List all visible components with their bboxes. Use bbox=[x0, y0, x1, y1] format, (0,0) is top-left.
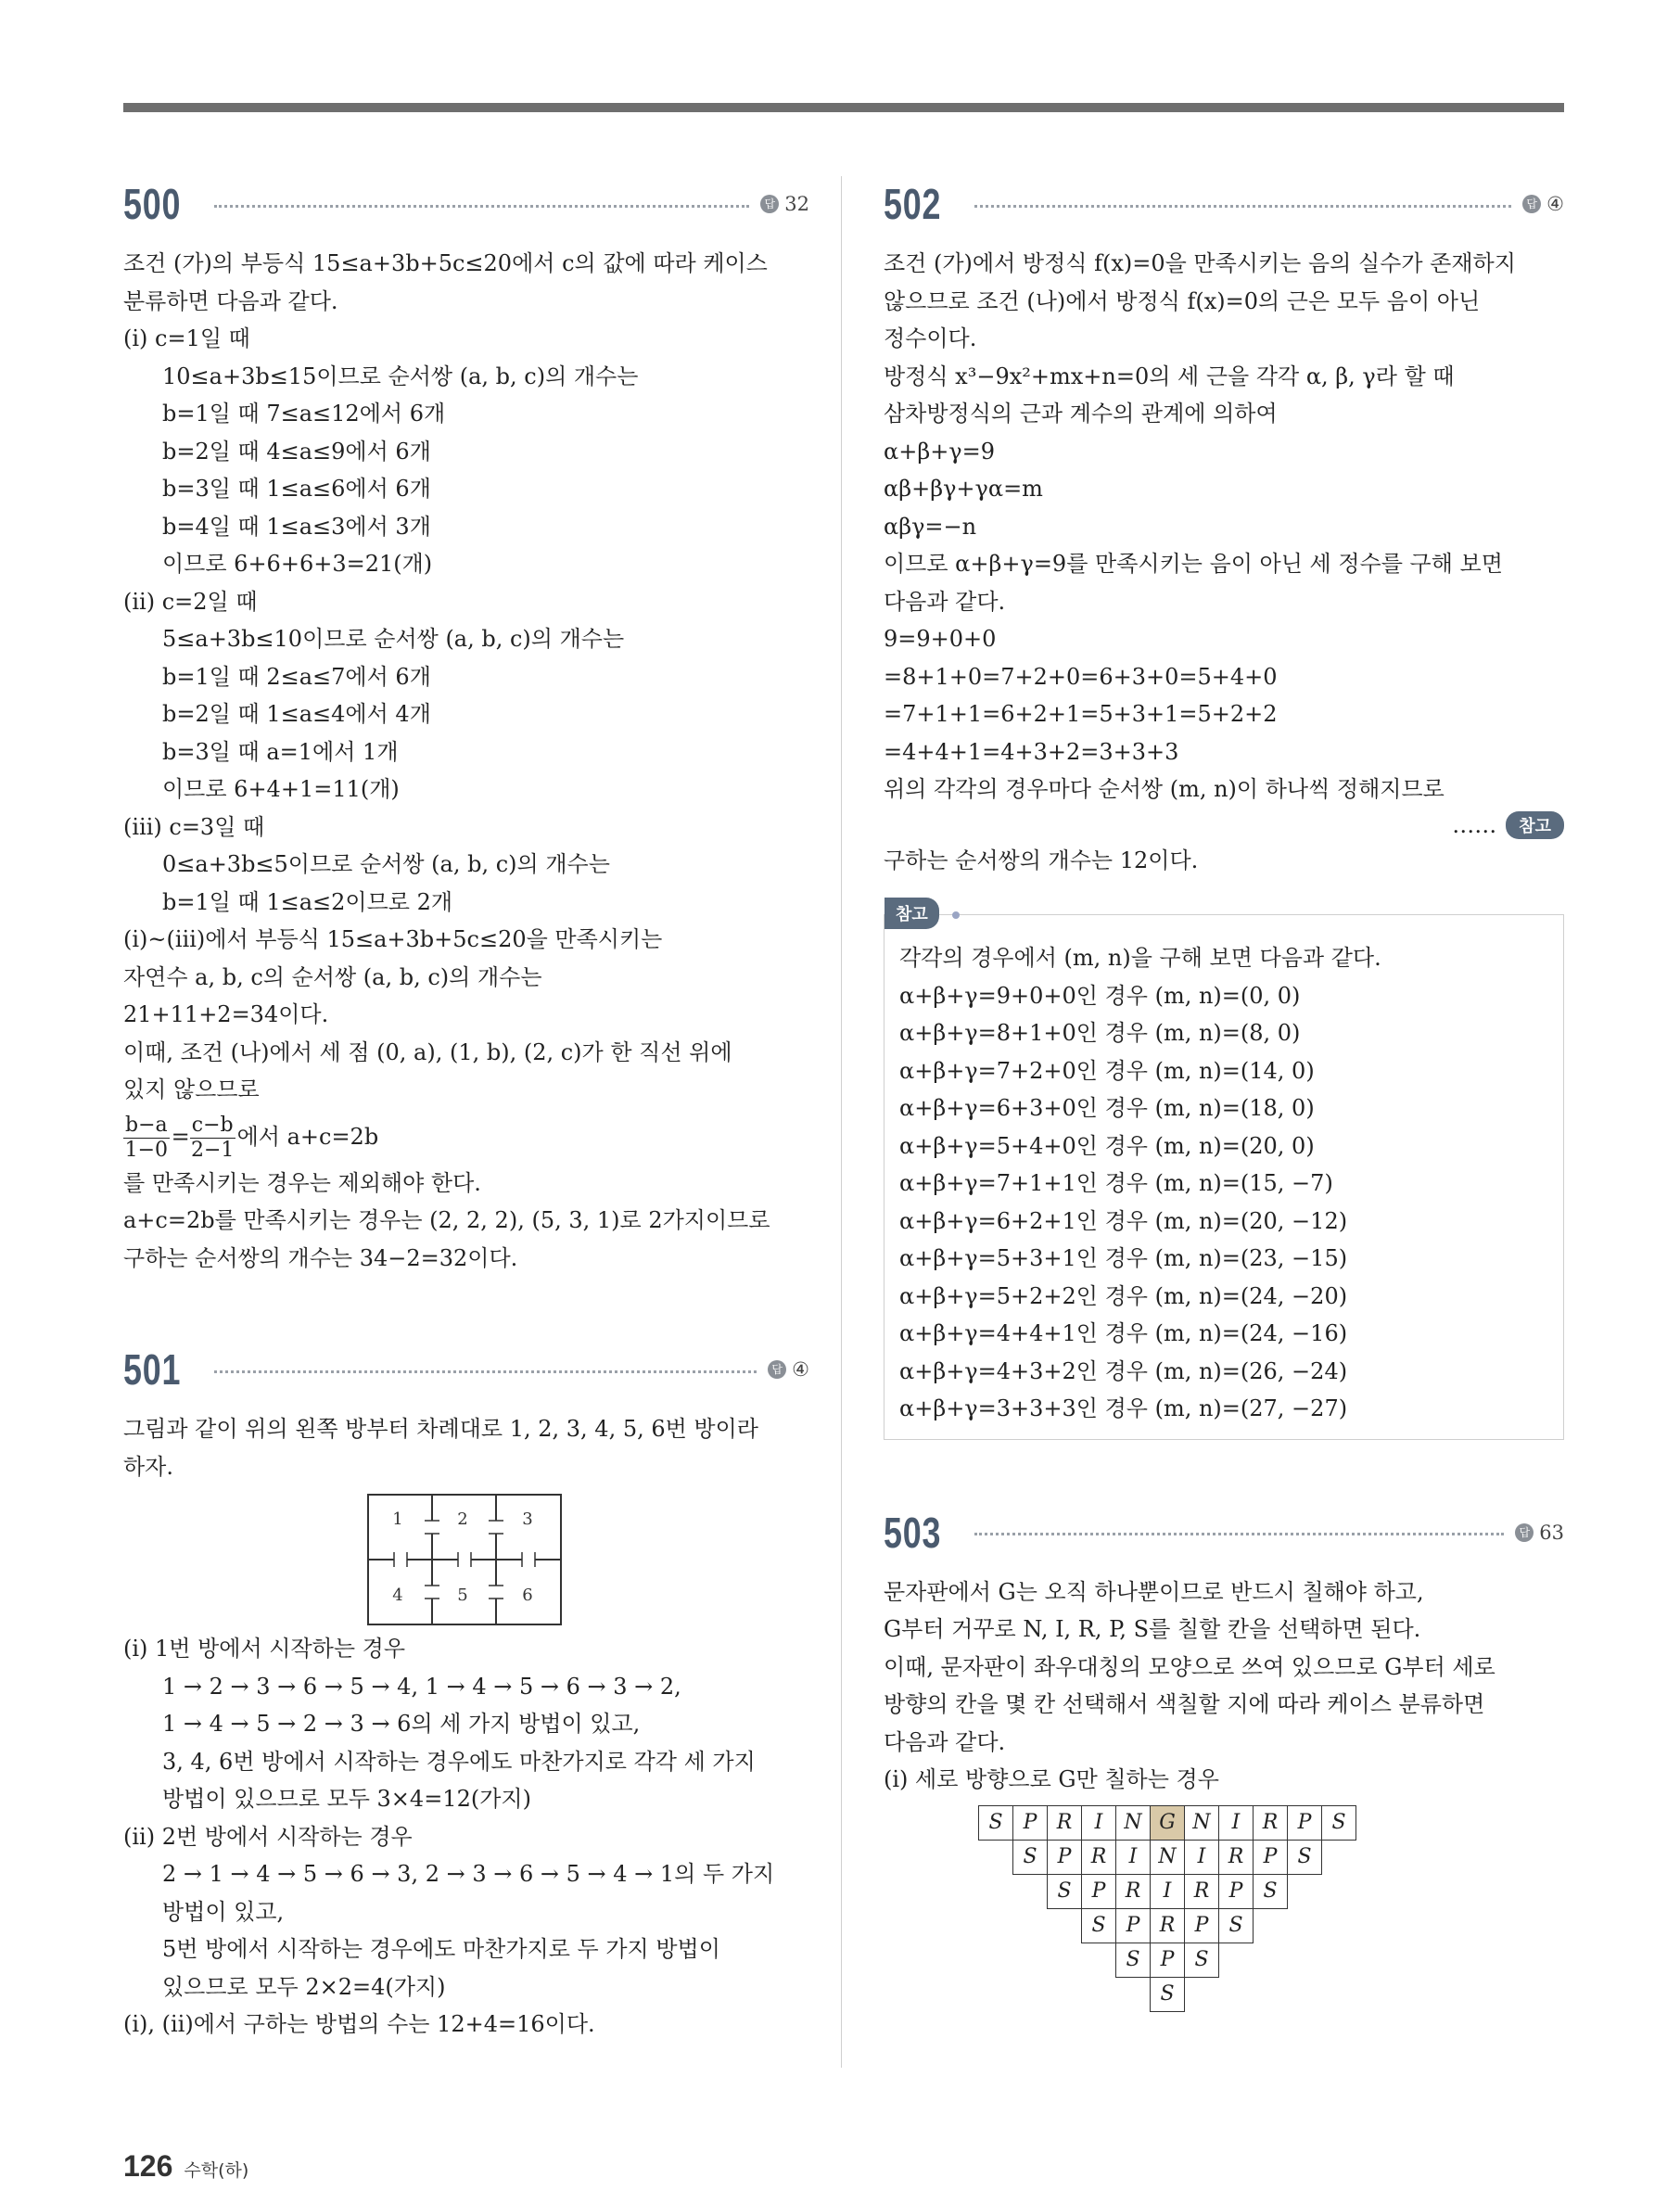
text-line: (ⅰ)~(ⅲ)에서 부등식 15≤a+3b+5c≤20을 만족시키는 bbox=[123, 926, 663, 952]
text-line: 1 → 2 → 3 → 6 → 5 → 4, 1 → 4 → 5 → 6 → 3 → 2, bbox=[162, 1673, 681, 1700]
grid-cell: R bbox=[1081, 1840, 1116, 1875]
grid-cell: N bbox=[1150, 1840, 1185, 1875]
grid-cell: I bbox=[1184, 1840, 1219, 1875]
room-label-3: 3 bbox=[522, 1509, 533, 1529]
text-line: α+β+γ=9 bbox=[884, 438, 996, 465]
text-line: 9=9+0+0 bbox=[884, 626, 997, 652]
letter-grid bbox=[884, 1806, 1564, 2019]
problem-number: 501 bbox=[123, 1345, 182, 1394]
text-line: 문자판에서 G는 오직 하나뿐이므로 반드시 칠해야 하고, bbox=[884, 1578, 1424, 1605]
text-line: 있지 않으므로 bbox=[123, 1076, 260, 1102]
grid-row bbox=[1048, 1875, 1288, 1910]
text-line: 5번 방에서 시작하는 경우에도 마찬가지로 두 가지 방법이 bbox=[162, 1936, 720, 1962]
grid-cell: S bbox=[1184, 1943, 1219, 1978]
text-line: 이므로 6+6+6+3=21(개) bbox=[162, 551, 433, 577]
grid-cell: P bbox=[1150, 1943, 1185, 1978]
fraction-tail: 에서 a+c=2b bbox=[236, 1123, 379, 1150]
numerator: c−b bbox=[191, 1113, 234, 1137]
text-line: 3, 4, 6번 방에서 시작하는 경우에도 마찬가지로 각각 세 가지 bbox=[162, 1748, 756, 1775]
page-number: 126 bbox=[123, 2149, 173, 2183]
text-line: b=2일 때 4≤a≤9에서 6개 bbox=[162, 438, 431, 465]
grid-cell: P bbox=[1081, 1874, 1116, 1909]
text-line: 방법이 있으므로 모두 3×4=12(가지) bbox=[162, 1786, 531, 1812]
text-line: α+β+γ=8+1+0인 경우 (m, n)=(8, 0) bbox=[899, 1020, 1301, 1046]
denominator: 1−0 bbox=[124, 1138, 169, 1162]
text-line: 를 만족시키는 경우는 제외해야 한다. bbox=[123, 1169, 481, 1196]
answer-icon: 답 bbox=[1515, 1523, 1534, 1542]
text-line: αβ+βγ+γα=m bbox=[884, 476, 1043, 502]
reference-box-label: 참고 bbox=[885, 898, 939, 929]
dotted-leader bbox=[974, 205, 1511, 208]
grid-cell: N bbox=[1184, 1805, 1219, 1841]
reference-marker bbox=[884, 809, 1564, 842]
grid-row bbox=[979, 1806, 1356, 1841]
grid-cell: I bbox=[1150, 1874, 1185, 1909]
room-label-2: 2 bbox=[457, 1509, 468, 1529]
solution-text bbox=[884, 1573, 1564, 1799]
text-line: 위의 각각의 경우마다 순서쌍 (m, n)이 하나씩 정해지므로 bbox=[884, 776, 1445, 802]
text-line: αβγ=−n bbox=[884, 513, 977, 540]
problem-header bbox=[884, 1505, 1564, 1560]
grid-cell: S bbox=[1218, 1908, 1254, 1943]
problem-number: 502 bbox=[884, 180, 942, 228]
problem-header bbox=[123, 176, 809, 232]
text-line: 구하는 순서쌍의 개수는 34−2=32이다. bbox=[123, 1244, 518, 1271]
answer bbox=[1515, 1522, 1564, 1544]
text-line: 5≤a+3b≤10이므로 순서쌍 (a, b, c)의 개수는 bbox=[162, 626, 625, 652]
grid-cell: S bbox=[978, 1805, 1013, 1841]
rooms-figure bbox=[123, 1485, 809, 1630]
fraction bbox=[190, 1114, 235, 1163]
text-line: (ⅱ) c=2일 때 bbox=[123, 588, 258, 615]
grid-cell: S bbox=[1047, 1874, 1082, 1909]
answer bbox=[1522, 193, 1564, 215]
text-line: b=2일 때 1≤a≤4에서 4개 bbox=[162, 701, 431, 727]
column-divider bbox=[841, 176, 842, 2068]
left-column bbox=[123, 176, 809, 2044]
solution-text bbox=[884, 245, 1564, 809]
grid-cell: P bbox=[1218, 1874, 1254, 1909]
text-line: b=1일 때 7≤a≤12에서 6개 bbox=[162, 401, 446, 427]
problem-503 bbox=[884, 1505, 1564, 2019]
text-line: (ⅰ), (ⅱ)에서 구하는 방법의 수는 12+4=16이다. bbox=[123, 2011, 595, 2037]
solution-text bbox=[123, 245, 809, 1109]
text-line: α+β+γ=6+2+1인 경우 (m, n)=(20, −12) bbox=[899, 1207, 1348, 1234]
text-line: 분류하면 다음과 같다. bbox=[123, 287, 338, 314]
right-column bbox=[884, 176, 1564, 2019]
problem-header bbox=[123, 1342, 809, 1397]
grid-cell: R bbox=[1115, 1874, 1151, 1909]
conclusion: 구하는 순서쌍의 개수는 12이다. bbox=[884, 847, 1199, 873]
text-line: 이때, 조건 (나)에서 세 점 (0, a), (1, b), (2, c)가 한 직선 위에 bbox=[123, 1038, 732, 1065]
text-line: 삼차방정식의 근과 계수의 관계에 의하여 bbox=[884, 401, 1278, 427]
grid-row bbox=[1082, 1909, 1254, 1944]
grid-row bbox=[1151, 1978, 1185, 2013]
text-line: 하자. bbox=[123, 1453, 173, 1480]
problem-header bbox=[884, 176, 1564, 232]
grid-cell: P bbox=[1047, 1840, 1082, 1875]
text-line: α+β+γ=5+4+0인 경우 (m, n)=(20, 0) bbox=[899, 1132, 1315, 1159]
text-line: 각각의 경우에서 (m, n)을 구해 보면 다음과 같다. bbox=[899, 945, 1381, 971]
subject-label: 수학(하) bbox=[184, 2160, 249, 2181]
text-line: 조건 (가)에서 방정식 f(x)=0을 만족시키는 음의 실수가 존재하지 bbox=[884, 250, 1516, 276]
text-line: 방법이 있고, bbox=[162, 1898, 285, 1925]
text-line: =8+1+0=7+2+0=6+3+0=5+4+0 bbox=[884, 663, 1278, 690]
text-line: 그림과 같이 위의 왼쪽 방부터 차례대로 1, 2, 3, 4, 5, 6번 방이라 bbox=[123, 1416, 758, 1442]
grid-cell: R bbox=[1150, 1908, 1185, 1943]
grid-cell: S bbox=[1115, 1943, 1151, 1978]
answer-icon: 답 bbox=[760, 195, 779, 213]
grid-row bbox=[1013, 1841, 1322, 1876]
text-line: 10≤a+3b≤15이므로 순서쌍 (a, b, c)의 개수는 bbox=[162, 363, 639, 389]
text-line: α+β+γ=5+2+2인 경우 (m, n)=(24, −20) bbox=[899, 1282, 1348, 1309]
text-line: b=1일 때 1≤a≤2이므로 2개 bbox=[162, 888, 453, 915]
grid-cell: I bbox=[1218, 1805, 1254, 1841]
answer-icon: 답 bbox=[1522, 195, 1541, 213]
text-line: 정수이다. bbox=[884, 325, 977, 351]
text-line: =4+4+1=4+3+2=3+3+3 bbox=[884, 738, 1179, 765]
problem-500 bbox=[123, 176, 809, 1277]
problem-502 bbox=[884, 176, 1564, 1440]
grid-row bbox=[1116, 1943, 1219, 1979]
equals-sign: = bbox=[171, 1123, 190, 1150]
solution-text bbox=[123, 1630, 809, 2044]
grid-cell: I bbox=[1115, 1840, 1151, 1875]
text-line: a+c=2b를 만족시키는 경우는 (2, 2, 2), (5, 3, 1)로 2가지이므로 bbox=[123, 1207, 770, 1233]
grid-cell: G bbox=[1150, 1805, 1185, 1841]
text-line: 자연수 a, b, c의 순서쌍 (a, b, c)의 개수는 bbox=[123, 963, 542, 990]
grid-cell: P bbox=[1184, 1908, 1219, 1943]
text-line: (ⅰ) c=1일 때 bbox=[123, 325, 250, 351]
problem-intro bbox=[123, 1410, 809, 1485]
room-label-1: 1 bbox=[392, 1509, 403, 1529]
text-line: α+β+γ=9+0+0인 경우 (m, n)=(0, 0) bbox=[899, 982, 1301, 1009]
text-line: 이때, 문자판이 좌우대칭의 모양으로 쓰여 있으므로 G부터 세로 bbox=[884, 1653, 1495, 1680]
grid-cell: N bbox=[1115, 1805, 1151, 1841]
text-line: 21+11+2=34이다. bbox=[123, 1001, 329, 1027]
text-line: (ⅰ) 1번 방에서 시작하는 경우 bbox=[123, 1636, 406, 1662]
numerator: b−a bbox=[125, 1113, 168, 1137]
text-line: b=4일 때 1≤a≤3에서 3개 bbox=[162, 513, 431, 540]
answer-value: 32 bbox=[784, 193, 809, 215]
text-line: (ⅲ) c=3일 때 bbox=[123, 813, 265, 840]
solution-text-continued bbox=[123, 1165, 809, 1278]
grid-cell: R bbox=[1184, 1874, 1219, 1909]
top-rule bbox=[123, 103, 1564, 112]
dotted-leader bbox=[214, 1370, 757, 1373]
answer bbox=[768, 1358, 809, 1381]
text-line: 이므로 α+β+γ=9를 만족시키는 음이 아닌 세 정수를 구해 보면 bbox=[884, 551, 1503, 577]
grid-cell: S bbox=[1150, 1977, 1185, 2012]
reference-box bbox=[884, 905, 1564, 1440]
answer-value: ④ bbox=[792, 1358, 809, 1381]
grid-cell: S bbox=[1253, 1874, 1288, 1909]
text-line: 1 → 4 → 5 → 2 → 3 → 6의 세 가지 방법이 있고, bbox=[162, 1711, 641, 1737]
grid-cell: S bbox=[1321, 1805, 1356, 1841]
grid-cell: I bbox=[1081, 1805, 1116, 1841]
denominator: 2−1 bbox=[190, 1138, 235, 1162]
text-line: α+β+γ=4+4+1인 경우 (m, n)=(24, −16) bbox=[899, 1320, 1348, 1346]
page-footer bbox=[123, 2149, 248, 2184]
reference-badge: 참고 bbox=[1506, 811, 1564, 839]
text-line: 방향의 칸을 몇 칸 선택해서 색칠할 지에 따라 케이스 분류하면 bbox=[884, 1691, 1485, 1717]
answer-icon: 답 bbox=[768, 1360, 786, 1379]
answer-value: 63 bbox=[1539, 1521, 1564, 1544]
problem-501 bbox=[123, 1342, 809, 2044]
text-line: α+β+γ=4+3+2인 경우 (m, n)=(26, −24) bbox=[899, 1357, 1348, 1384]
grid-cell: S bbox=[1012, 1840, 1048, 1875]
reference-lines bbox=[899, 939, 1548, 1428]
problem-number: 500 bbox=[123, 180, 182, 228]
answer bbox=[760, 193, 809, 215]
text-line: α+β+γ=5+3+1인 경우 (m, n)=(23, −15) bbox=[899, 1245, 1348, 1271]
text-line: α+β+γ=6+3+0인 경우 (m, n)=(18, 0) bbox=[899, 1095, 1315, 1121]
text-line: G부터 거꾸로 N, I, R, P, S를 칠할 칸을 선택하면 된다. bbox=[884, 1616, 1421, 1642]
room-label-4: 4 bbox=[392, 1586, 403, 1605]
rooms-diagram bbox=[123, 1485, 809, 1630]
text-line: 0≤a+3b≤5이므로 순서쌍 (a, b, c)의 개수는 bbox=[162, 851, 610, 877]
room-label-5: 5 bbox=[457, 1586, 468, 1605]
text-line: 2 → 1 → 4 → 5 → 6 → 3, 2 → 3 → 6 → 5 → 4 → 1의 두 가지 bbox=[162, 1861, 775, 1887]
grid-cell: P bbox=[1115, 1908, 1151, 1943]
text-line: 다음과 같다. bbox=[884, 1728, 1006, 1755]
fraction-line bbox=[123, 1109, 809, 1165]
reference-dots: …… bbox=[1452, 811, 1497, 838]
text-line: b=1일 때 2≤a≤7에서 6개 bbox=[162, 663, 431, 690]
grid-cell: R bbox=[1218, 1840, 1254, 1875]
text-line: 방정식 x³−9x²+mx+n=0의 세 근을 각각 α, β, γ라 할 때 bbox=[884, 363, 1455, 389]
text-line: 않으므로 조건 (나)에서 방정식 f(x)=0의 근은 모두 음이 아닌 bbox=[884, 287, 1481, 314]
text-line: b=3일 때 a=1에서 1개 bbox=[162, 738, 399, 765]
fraction bbox=[123, 1114, 170, 1163]
grid-cell: P bbox=[1287, 1805, 1322, 1841]
problem-number: 503 bbox=[884, 1508, 942, 1557]
grid-cell: R bbox=[1253, 1805, 1288, 1841]
grid-cell: P bbox=[1012, 1805, 1048, 1841]
text-line: 조건 (가)의 부등식 15≤a+3b+5c≤20에서 c의 값에 따라 케이스 bbox=[123, 250, 768, 276]
text-line: α+β+γ=7+2+0인 경우 (m, n)=(14, 0) bbox=[899, 1057, 1315, 1084]
room-label-6: 6 bbox=[522, 1586, 533, 1605]
grid-cell: S bbox=[1287, 1840, 1322, 1875]
grid-cell: R bbox=[1047, 1805, 1082, 1841]
text-line: 이므로 6+4+1=11(개) bbox=[162, 776, 400, 802]
dotted-leader bbox=[974, 1533, 1504, 1535]
text-line: α+β+γ=7+1+1인 경우 (m, n)=(15, −7) bbox=[899, 1170, 1333, 1196]
text-line: 있으므로 모두 2×2=4(가지) bbox=[162, 1973, 446, 2000]
text-line: (ⅰ) 세로 방향으로 G만 칠하는 경우 bbox=[884, 1766, 1219, 1792]
text-line: α+β+γ=3+3+3인 경우 (m, n)=(27, −27) bbox=[899, 1395, 1348, 1421]
dotted-leader bbox=[214, 205, 749, 208]
text-line: =7+1+1=6+2+1=5+3+1=5+2+2 bbox=[884, 701, 1278, 727]
text-line: (ⅱ) 2번 방에서 시작하는 경우 bbox=[123, 1823, 413, 1850]
grid-cell: P bbox=[1253, 1840, 1288, 1875]
answer-value: ④ bbox=[1546, 193, 1564, 215]
grid-cell: S bbox=[1081, 1908, 1116, 1943]
text-line: 다음과 같다. bbox=[884, 588, 1006, 615]
text-line: b=3일 때 1≤a≤6에서 6개 bbox=[162, 476, 431, 502]
